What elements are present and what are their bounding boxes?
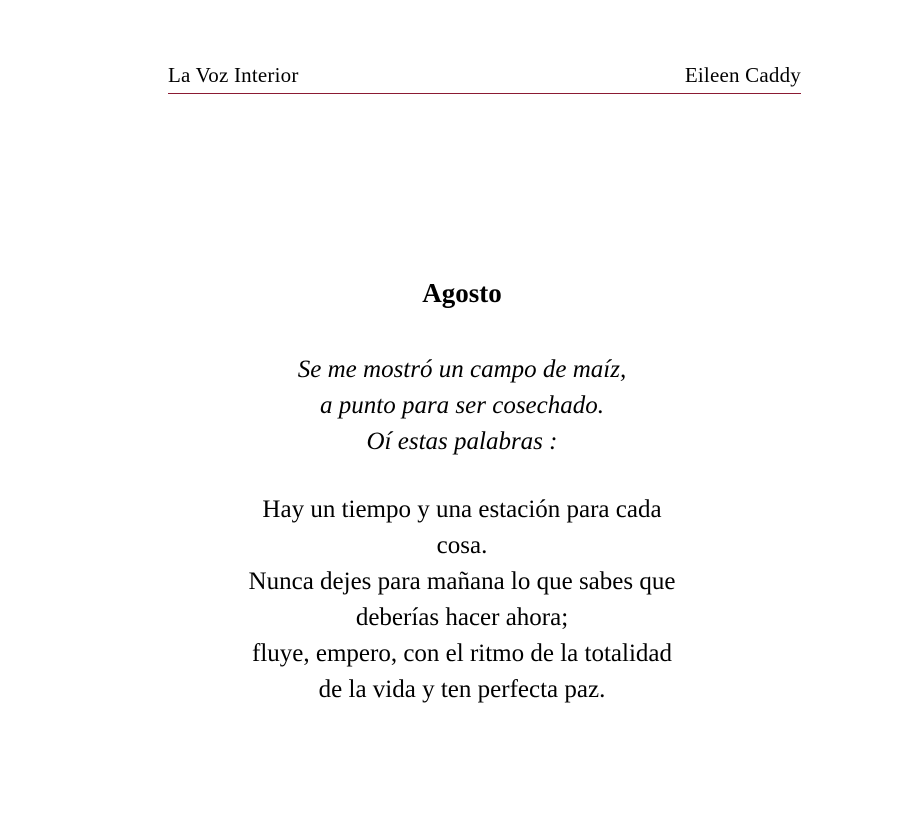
stanza-line: Hay un tiempo y una estación para cada [262,496,662,523]
stanza-italic [0,352,924,460]
stanza-plain [0,492,924,708]
stanza-line: cosa. [436,532,488,559]
stanza-line: a punto para ser cosechado. [320,392,604,419]
stanza-line: Oí estas palabras : [366,428,558,455]
section-title: Agosto [422,278,502,308]
page-header [168,64,801,94]
stanza-line: Nunca dejes para mañana lo que sabes que [248,568,676,595]
header-book-title: La Voz Interior [168,63,299,87]
header-author-name: Eileen Caddy [684,63,801,87]
stanza-line: deberías hacer ahora; [355,604,569,631]
stanza-line: fluye, empero, con el ritmo de la totalidad [252,640,672,667]
stanza-line: Se me mostró un campo de maíz, [297,356,627,383]
stanza-line: de la vida y ten perfecta paz. [318,676,606,703]
